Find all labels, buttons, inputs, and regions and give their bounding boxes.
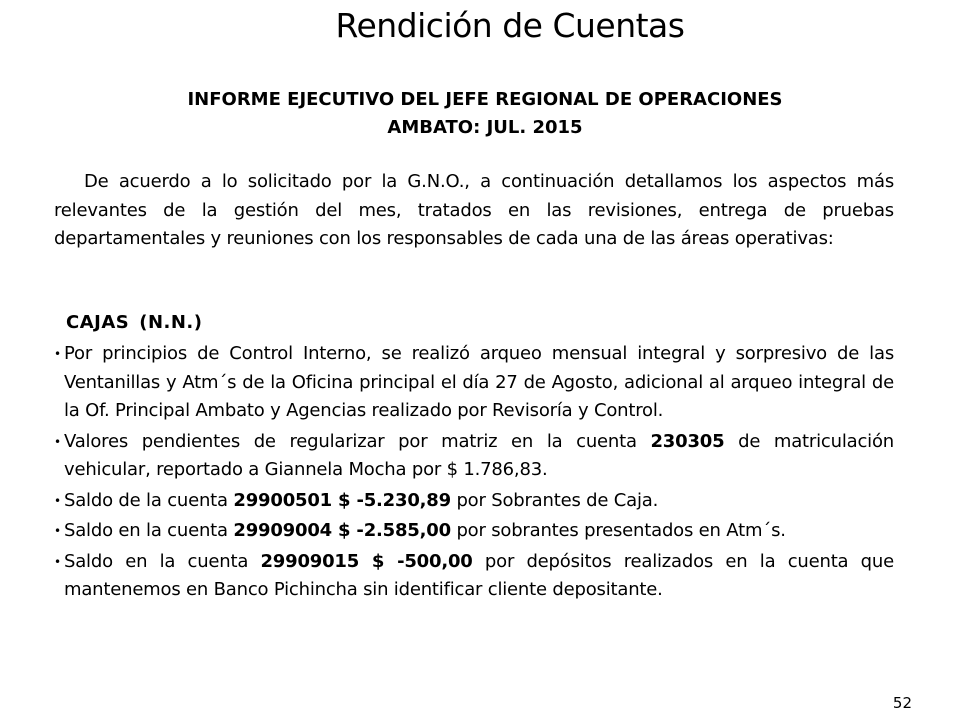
bullet-item	[54, 487, 894, 516]
bullet-text-pre: Saldo en la cuenta	[64, 550, 261, 572]
bullet-text-pre: Saldo en la cuenta	[64, 520, 234, 541]
bullet-icon: •	[54, 493, 61, 508]
page-number: 52	[892, 694, 912, 712]
bullet-text-pre: Saldo de la cuenta	[64, 489, 234, 511]
bullet-text-bold: 29900501 $ -5.230,89	[233, 489, 451, 511]
bullet-item	[54, 548, 894, 605]
report-heading: INFORME EJECUTIVO DEL JEFE REGIONAL DE OPERACIONES	[187, 89, 783, 110]
intro-paragraph: De acuerdo a lo solicitado por la G.N.O., a continuación detallamos los aspectos más relevantes de la gestión del mes, tratados en las revisiones, entrega de pruebas departamentales y reuniones con los responsables de cada una de las áreas operativas:	[54, 171, 894, 249]
section-title	[66, 312, 203, 333]
bullet-list	[54, 340, 894, 607]
bullet-item	[54, 340, 894, 426]
bullet-text-bold: 29909015 $ -500,00	[260, 550, 473, 572]
bullet-text-post: de matriculación vehicular, reportado a Giannela Mocha por $ 1.786,83.	[64, 430, 894, 480]
bullet-icon: •	[54, 524, 61, 538]
bullet-text-post: por sobrantes presentados en Atm´s.	[450, 520, 786, 541]
slide-title: Rendición de Cuentas	[335, 6, 685, 45]
bullet-text-bold: 29909004 $ -2.585,00	[233, 520, 451, 541]
bullet-icon: •	[54, 434, 61, 449]
report-subheading: AMBATO: JUL. 2015	[387, 117, 583, 138]
bullet-item	[54, 517, 894, 546]
bullet-item	[54, 428, 894, 485]
bullet-text-pre: Valores pendientes de regularizar por matriz en la cuenta	[64, 430, 651, 452]
bullet-text-post: por depósitos realizados en la cuenta que mantenemos en Banco Pichincha sin identificar cliente depositante.	[64, 550, 894, 600]
bullet-text: Por principios de Control Interno, se realizó arqueo mensual integral y sorpresivo de las Ventanillas y Atm´s de la Oficina principal el día 27 de Agosto, adicional al arqueo integral de la Of. Principal Ambato y Agencias realizado por Revisoría y Control.	[64, 343, 894, 421]
bullet-icon: •	[54, 554, 61, 569]
bullet-icon: •	[54, 347, 61, 361]
bullet-text-post: por Sobrantes de Caja.	[450, 489, 659, 511]
section-title-code: (N.N.)	[139, 312, 203, 333]
bullet-text-bold: 230305	[650, 430, 725, 452]
section-title-label: CAJAS	[66, 312, 130, 333]
